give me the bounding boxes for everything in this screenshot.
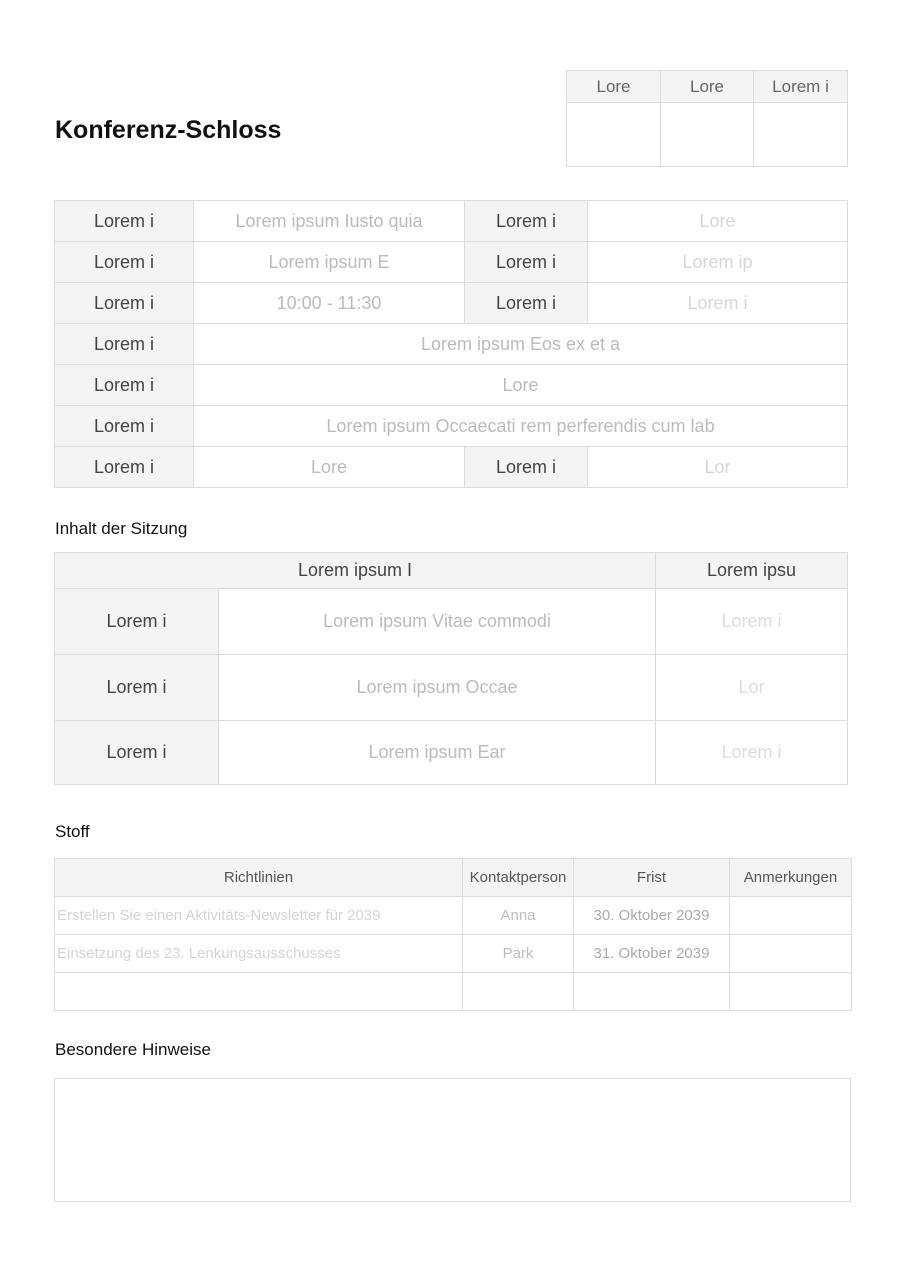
info-label: Lorem i [55,201,194,242]
approval-table [566,70,848,167]
material-contact[interactable]: Park [463,935,574,973]
material-task[interactable]: Einsetzung des 23. Lenkungsausschusses [55,935,463,973]
agenda-row-side[interactable]: Lor [656,655,848,721]
info-label: Lorem i [55,242,194,283]
material-table [54,858,852,1011]
agenda-header-side: Lorem ipsu [656,553,848,589]
agenda-row-content[interactable]: Lorem ipsum Occae [219,655,656,721]
info-value[interactable]: Lorem ipsum E [194,242,465,283]
info-label: Lorem i [55,324,194,365]
agenda-row-label: Lorem i [55,721,219,785]
material-notes[interactable] [730,935,852,973]
approval-header-1: Lore [567,71,661,103]
material-deadline[interactable] [574,973,730,1011]
info-value[interactable]: Lorem ip [588,242,848,283]
info-value[interactable]: Lorem ipsum Occaecati rem perferendis cum lab [194,406,848,447]
section-heading-material: Stoff [55,822,90,841]
page-title: Konferenz-Schloss [55,116,282,144]
material-contact[interactable] [463,973,574,1011]
info-label: Lorem i [465,242,588,283]
material-header-contact: Kontaktperson [463,859,574,897]
info-label: Lorem i [55,447,194,488]
material-header-notes: Anmerkungen [730,859,852,897]
info-label: Lorem i [55,365,194,406]
approval-cell-3[interactable] [754,103,848,167]
agenda-row-side[interactable]: Lorem i [656,589,848,655]
agenda-row-label: Lorem i [55,655,219,721]
material-contact[interactable]: Anna [463,897,574,935]
agenda-row-side[interactable]: Lorem i [656,721,848,785]
info-label: Lorem i [465,201,588,242]
info-value[interactable]: Lore [194,447,465,488]
special-notes-box[interactable] [54,1078,851,1202]
approval-cell-2[interactable] [661,103,754,167]
approval-header-3: Lorem i [754,71,848,103]
agenda-row-content[interactable]: Lorem ipsum Vitae commodi [219,589,656,655]
material-header-task: Richtlinien [55,859,463,897]
material-notes[interactable] [730,973,852,1011]
material-header-deadline: Frist [574,859,730,897]
info-time-value[interactable]: 10:00 - 11:30 [194,283,465,324]
info-value[interactable]: Lorem ipsum Iusto quia [194,201,465,242]
info-value[interactable]: Lore [588,201,848,242]
info-value[interactable]: Lorem i [588,283,848,324]
meeting-info-table [54,200,848,488]
material-deadline[interactable]: 30. Oktober 2039 [574,897,730,935]
approval-header-2: Lore [661,71,754,103]
material-task[interactable] [55,973,463,1011]
info-value[interactable]: Lorem ipsum Eos ex et a [194,324,848,365]
info-label: Lorem i [55,406,194,447]
agenda-row-content[interactable]: Lorem ipsum Ear [219,721,656,785]
info-value[interactable]: Lor [588,447,848,488]
info-label: Lorem i [465,447,588,488]
approval-cell-1[interactable] [567,103,661,167]
info-value[interactable]: Lore [194,365,848,406]
info-label: Lorem i [465,283,588,324]
material-notes[interactable] [730,897,852,935]
agenda-row-label: Lorem i [55,589,219,655]
material-task[interactable]: Erstellen Sie einen Aktivitäts-Newsletter für 2039 [55,897,463,935]
agenda-header-main: Lorem ipsum I [55,553,656,589]
section-heading-notes: Besondere Hinweise [55,1040,211,1059]
agenda-table [54,552,848,785]
info-label: Lorem i [55,283,194,324]
section-heading-content: Inhalt der Sitzung [55,519,188,538]
material-deadline[interactable]: 31. Oktober 2039 [574,935,730,973]
